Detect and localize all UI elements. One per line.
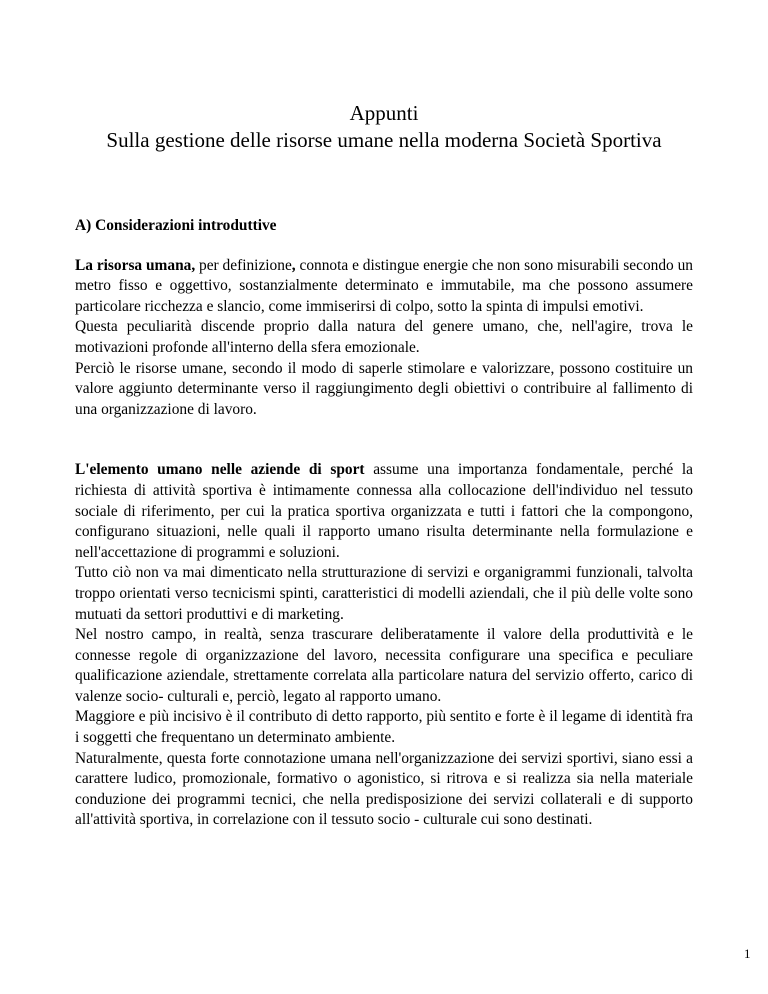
paragraph-text: assume una importanza fondamentale, perché la richiesta di attività sportiva è intimamente connessa alla collocazione dell'individuo nel tessuto sociale di riferimento, per cui la pratica sportiva organizzata e tutti i fattori che la compongono, configurano situazioni, nelle quali il rapporto umano risulta determinante nella formulazione e nell'accettazione di programmi e soluzioni.	[75, 461, 693, 561]
page-number: 1	[744, 946, 751, 961]
paragraph-percio: Perciò le risorse umane, secondo il modo di saperle stimolare e valorizzare, possono costituire un valore aggiunto determinante verso il raggiungimento degli obiettivi o contribuire al fallimento di una organizzazione di lavoro.	[75, 359, 693, 418]
paragraph-naturalmente: Naturalmente, questa forte connotazione umana nell'organizzazione dei servizi sportivi, siano essi a carattere ludico, promozionale, formativo o agonistico, si ritrova e si realizza sia nella materiale conduzione dei programmi tecnici, che nella predisposizione dei servizi collaterali e di supporto all'attività sportiva, in correlazione con il tessuto socio - culturale cui sono destinati.	[75, 749, 693, 829]
paragraph-nel-nostro-campo: Nel nostro campo, in realtà, senza trascurare deliberatamente il valore della produttività e le connesse regole di organizzazione del lavoro, necessita configurare una specifica e peculiare qualificazione aziendale, strettamente correlata alla particolare natura del servizio offerto, carico di valenze socio- culturali e, perciò, legato al rapporto umano.	[75, 626, 693, 705]
paragraph-text: per definizione	[195, 256, 292, 274]
intro-block	[75, 256, 693, 421]
bold-comma: ,	[291, 256, 296, 274]
document-body	[75, 216, 693, 831]
paragraph-peculiarita: Questa peculiarità discende proprio dalla natura del genere umano, che, nell'agire, trova le motivazioni profonde all'interno della sfera emozionale.	[75, 318, 693, 356]
sport-block	[75, 460, 693, 831]
document-subtitle: Sulla gestione delle risorse umane nella moderna Società Sportiva	[106, 128, 662, 152]
title-block	[0, 100, 768, 154]
bold-phrase-elemento-umano: L'elemento umano nelle aziende di sport	[75, 461, 365, 479]
section-heading: A) Considerazioni introduttive	[75, 217, 277, 234]
paragraph-elemento-umano	[75, 460, 693, 563]
paragraph-text: connota e distingue energie che non sono misurabili secondo un metro fisso e oggettivo, sostanzialmente determinato e immutabile, ma che possono assumere particolare ricchezza e slancio, come immiserirsi di colpo, sotto la spinta di impulsi emotivi.	[75, 256, 693, 315]
document-title: Appunti	[349, 101, 419, 125]
paragraph-risorsa-umana	[75, 256, 693, 318]
paragraph-maggiore: Maggiore e più incisivo è il contributo di detto rapporto, più sentito e forte è il legame di identità fra i soggetti che frequentano un determinato ambiente.	[75, 708, 693, 747]
paragraph-tutto-cio: Tutto ciò non va mai dimenticato nella strutturazione di servizi e organigrammi funzionali, talvolta troppo orientati verso tecnicismi spinti, caratteristici di modelli aziendali, che il più delle volte sono mutuati da settori produttivi e di marketing.	[75, 564, 693, 623]
bold-phrase-risorsa-umana: La risorsa umana,	[75, 256, 196, 274]
paragraph-gap	[75, 420, 693, 460]
